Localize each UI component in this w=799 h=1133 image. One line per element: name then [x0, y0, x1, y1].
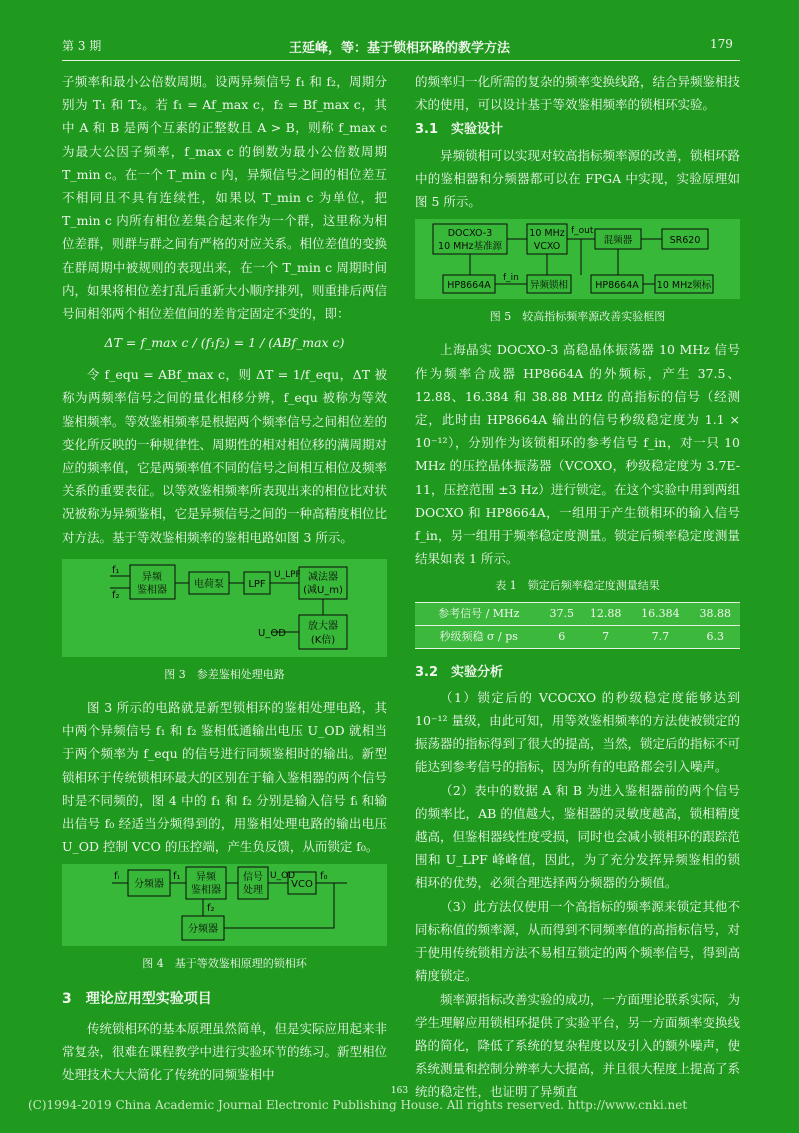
paragraph: 子频率和最小公倍数周期。设两异频信号 f₁ 和 f₂，周期分别为 T₁ 和 T₂。若 f₁ = Af_max c，f₂ = Bf_max c，其中 A 和 B 是两个互素的正整数且 A > B，则称 f_max c 为最大公因子频率，f_max c 的倒数为最小公倍数周期 T_min c。在一个 T_min c 内，异频信号之间的相位差互不相同且不具有连续性，如果以 T_min c 为单位，把 T_min c 内所有相位差集合起来作为一个群，这里称为相位差群，则群与群之间有严格的对应关系。相位差值的变换在群周期中被规则的表现出来，在一个 T_min c 周期时间内，如果将相位差打乱后重新大小顺序排列，则重排后两信号间相邻两个相位差值间的差肯定固定不变的，即： [62, 74, 388, 322]
section-3-1-heading: 3.1 实验设计 [415, 122, 504, 138]
figure-3-caption: 图 3 参差鉴相处理电路 [164, 667, 285, 681]
section-3-2-heading: 3.2 实验分析 [415, 664, 504, 680]
fig5-ref: 10 MHz频标 [656, 280, 712, 292]
table-header-row [415, 602, 740, 625]
fig3-sub-line1: 减法器 [308, 571, 338, 583]
fig4-uod: U_OD [270, 871, 296, 882]
fig3-pd-line1: 异频 [142, 571, 162, 583]
fig3-amp-line2: (K倍) [310, 634, 336, 646]
table-1-title: 表 1 锁定后频率稳定度测量结果 [495, 579, 660, 593]
paragraph: 传统锁相环的基本原理虽然简单，但是实际应用起来非常复杂，很难在课程教学中进行实验环节的练习。新型相位处理技术大大简化了传统的同频鉴相中 [62, 1020, 388, 1083]
fig4-pd-line1: 异频 [196, 872, 216, 884]
paragraph: 的频率归一化所需的复杂的频率变换线路，结合异频鉴相技术的使用，可以设计基于等效鉴相频率的锁相环实验。 [415, 74, 741, 113]
table-cell: 7 [581, 625, 630, 648]
fig4-f1: f₁ [173, 871, 181, 883]
fig5-docxo-line1: DOCXO-3 [447, 228, 493, 240]
fig4-div1: 分频器 [134, 879, 164, 891]
paragraph: （3）此方法仅使用一个高指标的频率源来锁定其他不同标称值的频率源，从而得到不同频率值的高指标信号，对于使用传统锁相方法不易相互锁定的两个频率信号，得到高精度锁定。 [415, 898, 741, 984]
header-rule [62, 60, 740, 61]
delta-t-formula: ΔT = f_max c / (f₁f₂) = 1 / (ABf_max c) [104, 335, 345, 351]
fig4-fo: f₀ [320, 871, 328, 883]
fig3-ulpf: U_LPF [274, 569, 301, 580]
left-column [62, 70, 387, 1087]
fig5-phase-lock: 异频锁相 [529, 280, 569, 292]
fig3-f1: f₁ [112, 564, 120, 576]
figure-5-diagram [415, 219, 740, 299]
fig4-sp-line1: 信号 [243, 872, 263, 884]
table-header-cell: 37.5 [543, 602, 581, 625]
fig3-f2: f₂ [112, 589, 120, 601]
figure-4-caption: 图 4 基于等效鉴相原理的锁相环 [142, 957, 307, 971]
figure-5 [415, 219, 740, 299]
table-cell: 6.3 [691, 625, 740, 648]
paragraph: 异频锁相可以实现对较高指标频率源的改善，锁相环路中的鉴相器和分频器都可以在 FPGA 中实现，实验原理如图 5 所示。 [415, 147, 741, 210]
table-cell: 6 [543, 625, 581, 648]
fig4-f2: f₂ [207, 903, 215, 915]
fig3-sub-line2: (减U_m) [303, 584, 343, 596]
section-3-heading: 3 理论应用型实验项目 [62, 990, 212, 1007]
fig3-uod: U_OD [258, 627, 286, 639]
table-cell: 秒级频稳 σ / ps [415, 625, 543, 648]
table-cell: 7.7 [630, 625, 690, 648]
issue-label: 第 3 期 [62, 39, 102, 53]
fig5-vcxo-line1: 10 MHz [529, 228, 565, 240]
table-header-cell: 38.88 [691, 602, 740, 625]
footer-copyright: (C)1994-2019 China Academic Journal Electronic Publishing House. All rights reserved. http://www.cnki.net [28, 1098, 688, 1112]
fig5-fin: f_in [503, 273, 519, 284]
table-row [415, 625, 740, 648]
fig4-sp-line2: 处理 [243, 885, 263, 897]
fig3-lpf: LPF [248, 578, 266, 590]
table-header-cell: 参考信号 / MHz [415, 602, 543, 625]
figure-3 [62, 559, 387, 657]
fig4-div2: 分频器 [188, 924, 218, 936]
page-number: 179 [710, 37, 733, 51]
fig5-docxo-line2: 10 MHz基准源 [438, 241, 502, 253]
fig5-fout: f_out [571, 226, 594, 237]
figure-5-caption: 图 5 较高指标频率源改善实验框图 [489, 310, 666, 324]
fig5-mixer: 混频器 [603, 235, 633, 247]
fig3-amp-line1: 放大器 [308, 620, 338, 632]
right-column [415, 70, 740, 1104]
fig3-pd-line2: 鉴相器 [137, 584, 167, 596]
fig5-hp2: HP8664A [595, 280, 639, 292]
table-header-cell: 12.88 [581, 602, 630, 625]
table-header-cell: 16.384 [630, 602, 690, 625]
fig5-sr620: SR620 [669, 235, 701, 247]
paragraph: 图 3 所示的电路就是新型锁相环的鉴相处理电路，其中两个异频信号 f₁ 和 f₂ 鉴相低通输出电压 U_OD 就相当于两个频率为 f_equ 的信号进行同频鉴相时的输出。新型锁相环于传统锁相环最大的区别在于输入鉴相器的两个信号时是不同频的，图 4 中的 f₁ 和 f₂ 分别是输入信号 fᵢ 和输出信号 f₀ 经适当分频得到的，用鉴相处理电路的输出电压 U_OD 控制 VCO 的压控端，产生负反馈，从而锁定 f₀。 [62, 700, 388, 855]
figure-3-diagram [62, 559, 387, 657]
table-1 [415, 602, 740, 649]
fig4-pd-line2: 鉴相器 [191, 885, 221, 897]
running-title: 王延峰，等：基于锁相环路的教学方法 [288, 41, 510, 56]
fig4-vco: VCO [291, 879, 313, 891]
fig5-vcxo-line2: VCXO [533, 241, 561, 253]
paragraph: 令 f_equ = ABf_max c，则 ΔT = 1/f_equ，ΔT 被称为两频率信号之间的量化相移分辨，f_equ 被称为等效鉴相频率。等效鉴相频率是根据两个频率信号之间相位差的变化所反映的一种规律性、周期性的相对相位移的满周期对应的频率值，它是两频率值不同的信号之间相互相位及频率关系的重要表征。以等效鉴相频率所表现出来的相位比对状况被称为异频鉴相，它是异频信号之间的一种高精度相位比对方法。基于等效鉴相频率的鉴相电路如图 3 所示。 [62, 367, 388, 545]
paragraph: 上海晶实 DOCXO-3 高稳晶体振荡器 10 MHz 信号作为频率合成器 HP8664A 的外频标，产生 37.5、12.88、16.384 和 38.88 MHz 的高指标的信号（经测定，此时由 HP8664A 输出的信号秒级稳定度为 1.1 × 10⁻¹²），分别作为该锁相环的参考信号 f_in，对一只 10 MHz 的压控晶体振荡器（VCOXO，秒级稳定度为 3.7E-11，压控范围 ±3 Hz）进行锁定。在这个实验中用到两组 DOCXO 和 HP8664A，一组用于产生锁相环的输入信号 f_in，另一组用于频率稳定度测量。锁定后频率稳定度测量结果如表 1 所示。 [415, 342, 740, 567]
paragraph: （1）锁定后的 VCOCXO 的秒级稳定度能够达到 10⁻¹² 量级，由此可知，用等效鉴相频率的方法使被锁定的振荡器的指标得到了很大的提高，当然，锁定后的指标不可能达到参考信号的指标，因为所有的电路都会引入噪声。 [415, 689, 741, 775]
figure-4 [62, 864, 387, 946]
paragraph: 频率源指标改善实验的成功，一方面理论联系实际，为学生理解应用锁相环提供了实验平台，另一方面频率变换线路的简化，降低了系统的复杂程度以及引入的额外噪声，使系统测量和控制分辨率大大提高，并且很大程度上提高了系统的稳定性，也证明了异频直 [415, 991, 741, 1100]
footer-number: 163 [390, 1086, 409, 1096]
fig4-fi: fᵢ [114, 871, 120, 883]
fig3-charge-pump: 电荷泵 [194, 578, 224, 590]
fig5-hp1: HP8664A [447, 280, 491, 292]
figure-4-diagram [62, 864, 387, 946]
paragraph: （2）表中的数据 A 和 B 为进入鉴相器前的两个信号的频率比，AB 的值越大，鉴相器的灵敏度越高，锁相精度越高，但鉴相器线性度受损，同时也会减小锁相环的跟踪范围和 U_LPF 峰峰值，因此，为了充分发挥异频鉴相的锁相环的优势，必须合理选择两分频器的分频值。 [415, 782, 741, 891]
